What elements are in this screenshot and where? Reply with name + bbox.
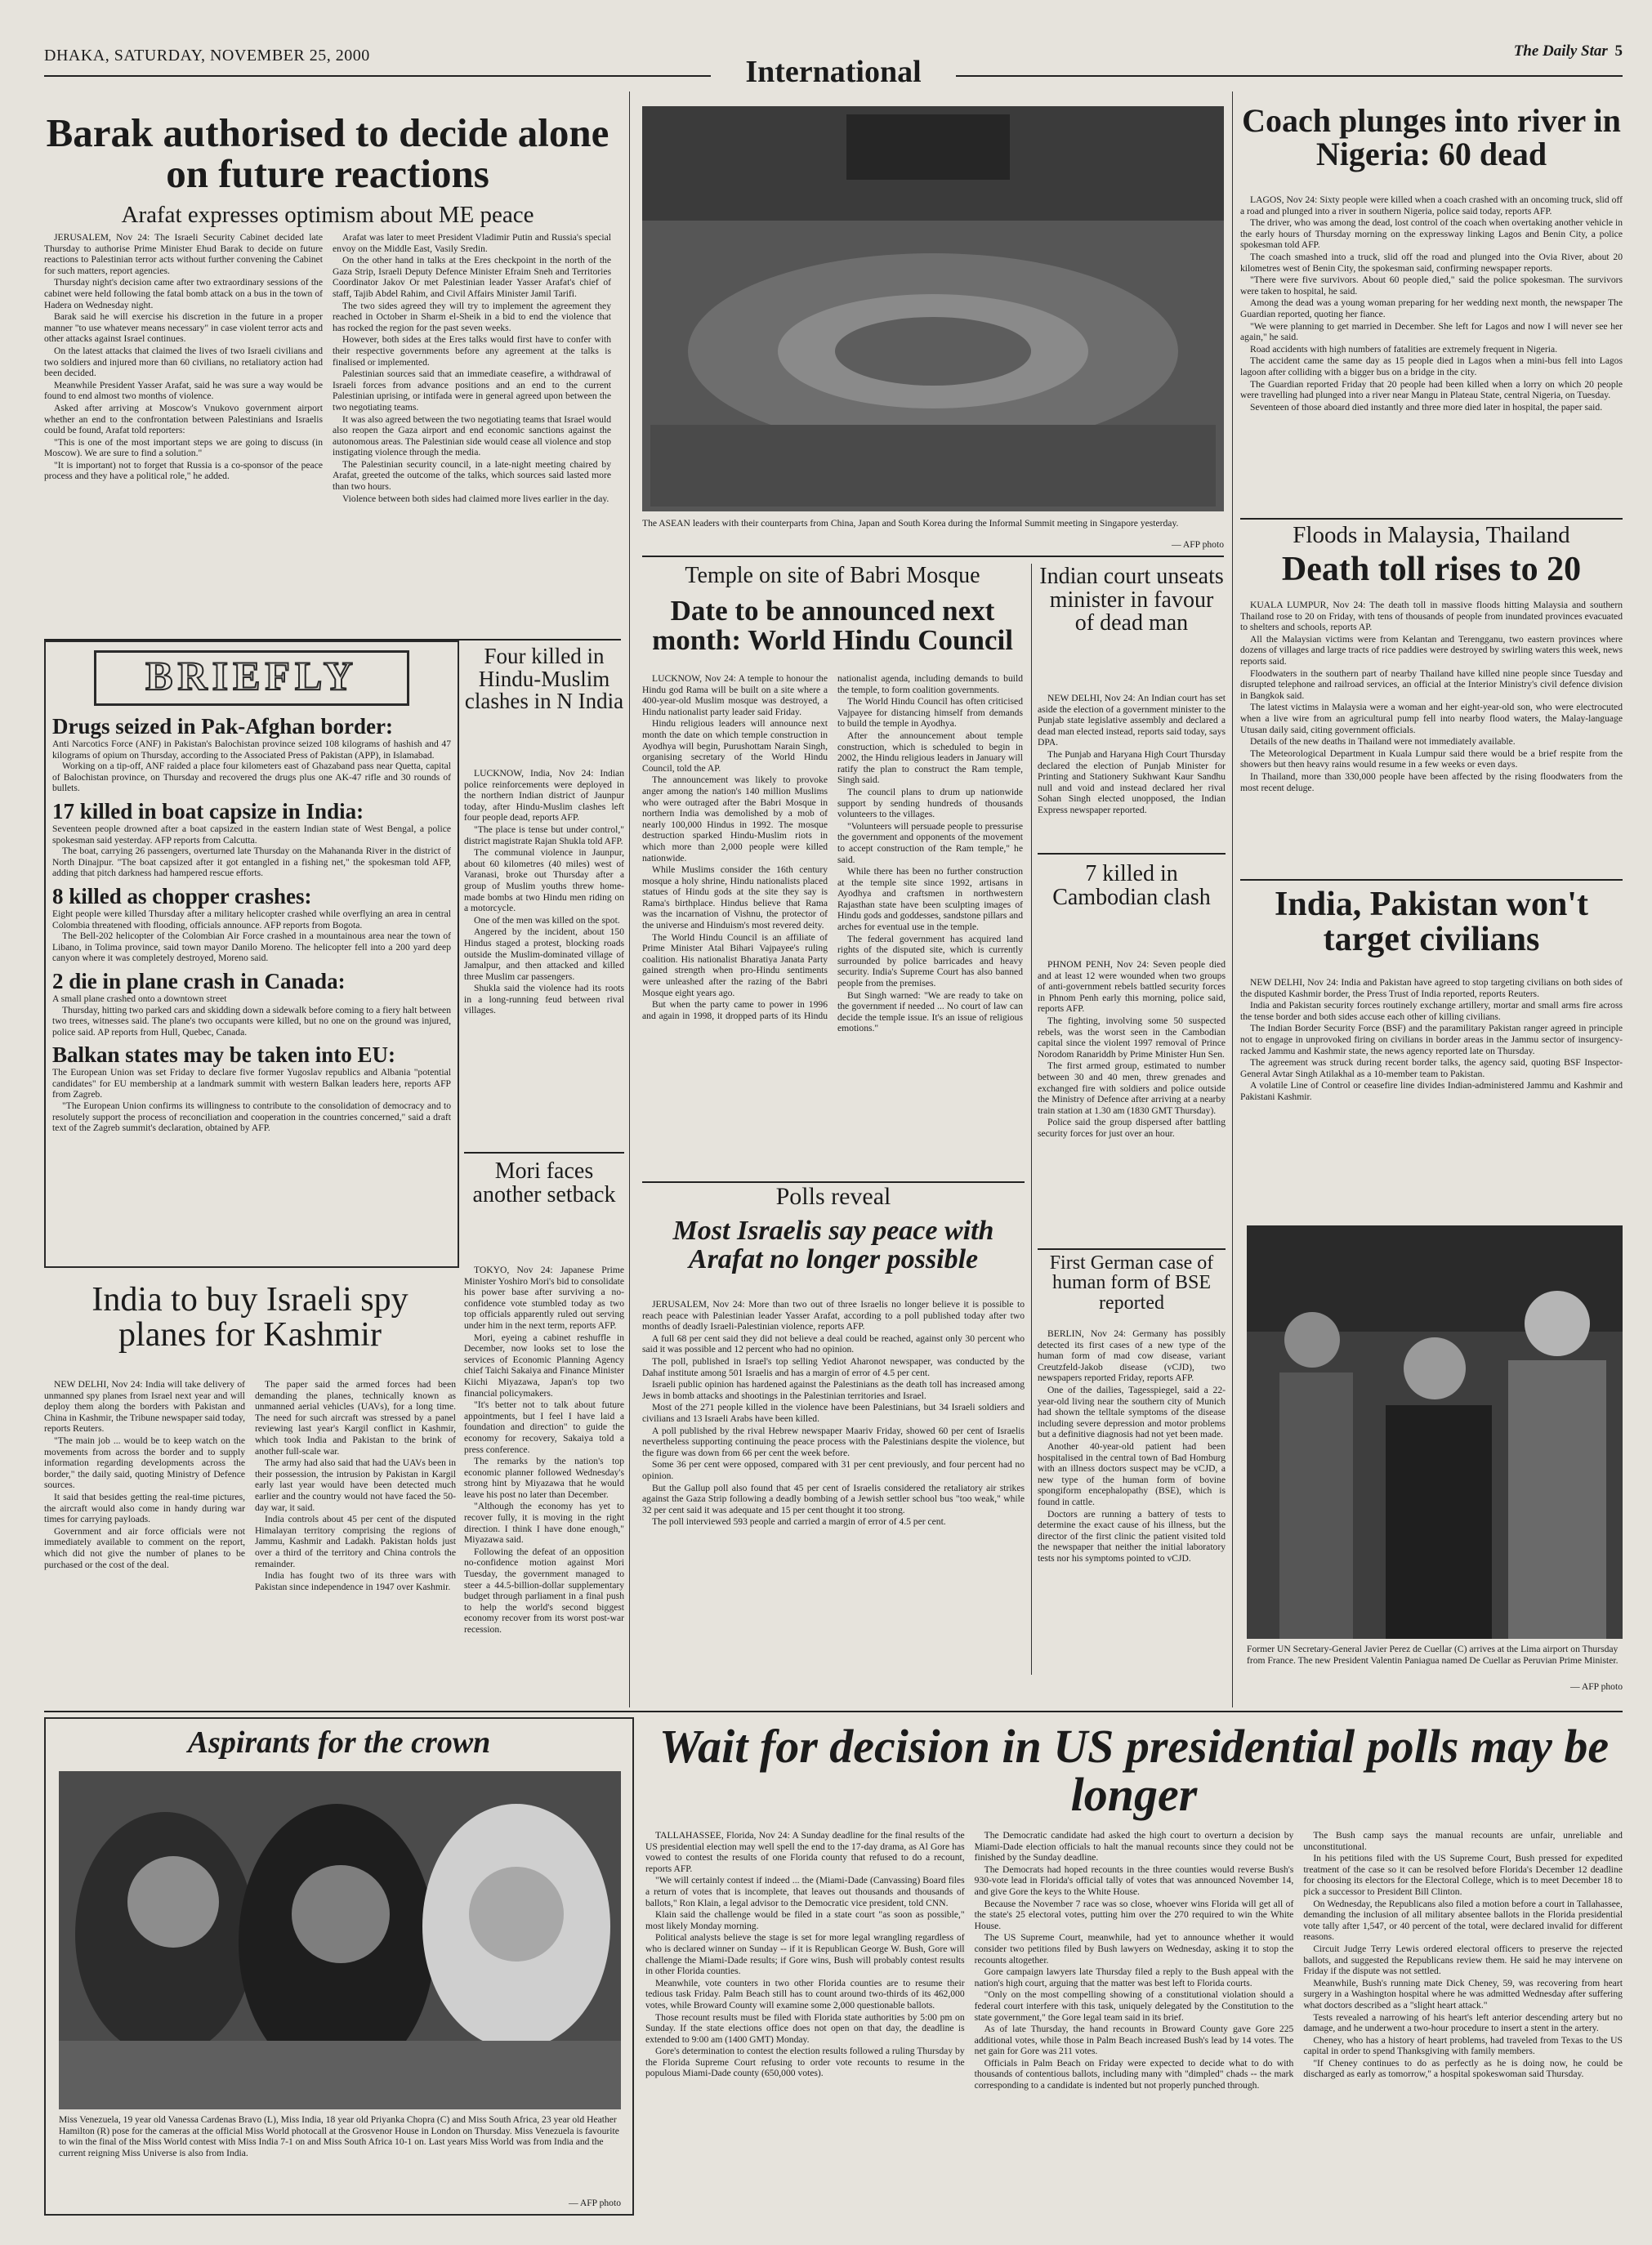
pakistan-headline: India, Pakistan won't target civilians xyxy=(1275,887,1588,958)
paragraph: Another 40-year-old patient had been hospitalised in the central town of Bad Homburg with an illness doctors suspect may be vCJD, a new type of the human form of bovine spongiform encephalopathy (BSE), which is found in cattle. xyxy=(1038,1440,1226,1507)
section-rule xyxy=(1240,518,1623,520)
brief-item xyxy=(52,969,451,1038)
bse-body xyxy=(1038,1328,1226,1706)
paragraph: Arafat was later to meet President Vladimir Putin and Russia's special envoy on the Middle East, Vasily Sredin. xyxy=(333,232,611,254)
paragraph: One of the men was killed on the spot. xyxy=(474,914,620,926)
paragraph: Shukla said the violence had its roots in a long-running feud between rival villages. xyxy=(464,983,624,1016)
paragraph: Working on a tip-off, ANF raided a place four kilometers east of Ghazaband pass near Quetta, capital of Balochistan province, on Thursday and recovered the drugs plus one AK-47 rifle and 30 rounds of bullets. xyxy=(52,761,451,794)
paragraph: The first armed group, estimated to number between 30 and 40 men, threw grenades and exchanged fire with soldiers and police outside the Ministry of Defence after arriving at a nearby train station at 1.30 am (1830 GMT Thursday). xyxy=(1038,1060,1226,1116)
mori-headline: Mori faces another setback xyxy=(472,1160,616,1207)
paragraph: But when the party came to power in 1996 and again in 1998, it dropped parts of its Hindu nationalist agenda, including demands to build the temple, to form coalition governments. xyxy=(642,673,1023,1021)
paragraph: NEW DELHI, Nov 24: India will take delivery of unmanned spy planes from Israel next year and will deploy them along the borders with Pakistan and China in Kashmir, the Tribune newspaper said today, reports Reuters. xyxy=(44,1379,245,1435)
paragraph: The accident came the same day as 15 people died in Lagos when a mini-bus fell into Lagos lagoon after colliding with a bigger bus on a bridge in the city. xyxy=(1240,355,1623,377)
brief-lead: Seventeen people drowned after a boat capsized in the eastern Indian state of West Bengal, a police spokesman said yesterday. AFP reports from Calcutta. xyxy=(52,823,451,846)
brief-lead: Anti Narcotics Force (ANF) in Pakistan's Balochistan province seized 108 kilograms of hashish and 47 kilograms of opium on Thursday, according to the Associated Press of Pakistan (APP), in Islamabad. xyxy=(52,739,451,761)
paragraph: As of late Thursday, the hand recounts in Broward County gave Gore 225 additional votes, while those in Palm Beach increased Bush's lead by 14 votes. The net gain for Gore was 211 votes. xyxy=(974,2024,1294,2057)
paragraph: TOKYO, Nov 24: Japanese Prime Minister Yoshiro Mori's bid to consolidate his power base after surviving a no-confidence vote stumbled today as two top officials apparently ruled out serving under him in the next term, reports AFP. xyxy=(464,1265,624,1331)
paragraph: The fighting, involving some 50 suspected rebels, was the worst seen in the Cambodian capital since the violent 1997 removal of Prince Norodom Ranariddh by Prime Minister Hun Sen. xyxy=(1038,1015,1226,1060)
paragraph: The coach smashed into a truck, slid off the road and plunged into the Ovia River, about 20 kilometres west of Benin City, the spokesman said, confirming newspaper reports. xyxy=(1240,251,1623,274)
babri-headline: Date to be announced next month: World Hindu Council xyxy=(652,596,1013,656)
paragraph: "Although the economy has yet to recover fully, it is moving in the right direction. I think I have done enough," Miyazawa said. xyxy=(464,1501,624,1546)
paragraph: India controls about 45 per cent of the disputed Himalayan territory comprising the regions of Jammu, Kashmir and Ladakh. Pakistan holds just over a third of the territory and China controls the remainder. xyxy=(255,1514,456,1569)
malaysia-kicker: Floods in Malaysia, Thailand xyxy=(1293,523,1570,548)
brief-lead: A small plane crashed onto a downtown street xyxy=(52,993,227,1004)
hindu-muslim-headline: Four killed in Hindu-Muslim clashes in N India xyxy=(464,645,624,714)
aspirants-image xyxy=(59,1771,621,2109)
us-body xyxy=(645,1830,1623,2219)
paragraph: The boat, carrying 26 passengers, overturned late Thursday on the Mahananda River in the district of North Dinajpur. "The boat capsized after it got entangled in a fishing net," the spokesman told AFP, adding that pitch darkness had hampered rescue efforts. xyxy=(52,846,451,879)
paragraph: The Bell-202 helicopter of the Colombian Air Force crashed in a mountainous area near the town of Libano, in Tolima province, said town mayor Danilo Moreno. The helicopter fell into a 200 yard deep canyon where it was completely destroyed, Moreno said. xyxy=(52,931,451,964)
brief-item xyxy=(52,799,451,879)
paragraph: Meanwhile President Yasser Arafat, said he was sure a way would be found to end almost two months of violence. xyxy=(44,379,323,402)
paragraph: It said that besides getting the real-time pictures, the aircraft would also come in handy during war times for carrying payloads. xyxy=(44,1491,245,1525)
paragraph: The latest victims in Malaysia were a woman and her eight-year-old son, who were electrocuted when a live wire from an agricultural pump fell into nearby flood waters, the Malay-language Utusan daily said, citing government officials. xyxy=(1240,702,1623,735)
aspirants-photo xyxy=(59,1771,621,2109)
paragraph: Cheney, who has a history of heart problems, had traveled from Texas to the US capital in order to spend Thanksgiving with family members. xyxy=(1303,2034,1623,2057)
paragraph: Doctors are running a battery of tests to determine the exact cause of his illness, but the director of the first clinic the patient visited told the newspaper that neither the initial laboratory tests nor his symptoms pointed to vCJD. xyxy=(1038,1508,1226,1564)
section-rule xyxy=(1240,879,1623,881)
bse-headline: First German case of human form of BSE reported xyxy=(1049,1253,1214,1314)
masthead-rule-left xyxy=(44,75,711,77)
paper-title: The Daily Star xyxy=(1513,42,1608,60)
brief-title: Drugs seized in Pak-Afghan border: xyxy=(52,714,393,739)
paragraph: The Bush camp says the manual recounts are unfair, unreliable and unconstitutional. xyxy=(1303,1830,1623,1852)
paragraph: The council plans to drum up nationwide support by sending hundreds of thousands volunteers to the villages. xyxy=(837,786,1023,820)
column-rule xyxy=(629,91,630,1707)
paragraph: In his petitions filed with the US Supreme Court, Bush pressed for expedited treatment of the case so it can be resolved before Florida's December 12 deadline for choosing its electors for the Electoral College, which is to meet December 18 to pick a successor to President Bill Clinton. xyxy=(1303,1853,1623,1897)
section-rule xyxy=(44,1711,1623,1712)
section-title: International xyxy=(745,55,922,89)
paragraph: The paper said the armed forces had been demanding the planes, technically known as unmanned aerial vehicles (UAVs), for a long time. The need for such aircraft was stressed by a panel reviewing last year's Kargil conflict in Kashmir, which took India and Pakistan to the brink of another full-scale war. xyxy=(255,1379,456,1457)
paragraph: "The European Union confirms its willingness to contribute to the consolidation of democracy and to resolutely support the process of reconciliation and cooperation in the countries concerned," said a draft text of the Zagreb summit's declaration, obtained by AFP. xyxy=(52,1100,451,1134)
paragraph: India has fought two of its three wars with Pakistan since independence in 1947 over Kashmir. xyxy=(255,1570,456,1592)
paragraph: One of the dailies, Tagesspiegel, said a 22-year-old living near the southern city of Munich had shown the telltale symptoms of the disease including severe depression and motor problems but a definitive diagnosis had not yet been made. xyxy=(1038,1384,1226,1440)
cuellar-photo xyxy=(1247,1225,1623,1639)
cuellar-image xyxy=(1247,1225,1623,1639)
paragraph: After the announcement about temple construction, which is scheduled to begin in 2002, the Hindu religious leaders in January will ratify the plan to construct the Ram temple, Singh said. xyxy=(837,730,1023,786)
malaysia-body xyxy=(1240,600,1623,877)
polls-kicker: Polls reveal xyxy=(775,1183,891,1210)
paragraph: JERUSALEM, Nov 24: The Israeli Security Cabinet decided late Thursday to authorise Prime Minister Ehud Barak to decide on future reactions to Palestinian terror acts without further convening the Cabinet for such matters, report agencies. xyxy=(44,232,323,276)
paragraph: A volatile Line of Control or ceasefire line divides Indian-administered Jammu and Kashmir and Pakistani Kashmir. xyxy=(1240,1080,1623,1102)
paragraph: PHNOM PENH, Nov 24: Seven people died and at least 12 were wounded when two groups of anti-government rebels battled security forces in Phnom Penh early this morning, police said, reports AFP. xyxy=(1038,959,1226,1015)
spy-body xyxy=(44,1379,456,1709)
paragraph: LAGOS, Nov 24: Sixty people were killed when a coach crashed with an oncoming truck, slid off a road and plunged into a river in southern Nigeria, police said today, reports AFP. xyxy=(1240,194,1623,216)
paragraph: "Volunteers will persuade people to pressurise the government and opponents of the movement to accept construction of the Ram temple," he said. xyxy=(837,820,1023,865)
brief-lead: The European Union was set Friday to declare five former Yugoslav republics and Albania "potential candidates" for EU membership at a landmark summit with western Balkan leaders here, reports AFP from Zagreb. xyxy=(52,1067,451,1100)
cambodia-body xyxy=(1038,959,1226,1248)
briefly-banner xyxy=(94,650,409,706)
paragraph: Gore's determination to contest the election results followed a ruling Thursday by the Florida Supreme Court refusing to order vote recounts to resume in the populous Miami-Dade county (650,000 votes). xyxy=(645,2046,965,2079)
paragraph: The two sides agreed they will try to implement the agreement they reached in October in Sharm el-Sheik in a bid to end the violence that has rocked the region for the past seven weeks. xyxy=(333,300,611,333)
aspirants-caption: Miss Venezuela, 19 year old Vanessa Cardenas Bravo (L), Miss India, 18 year old Priyanka Chopra (C) and Miss South Africa, 23 year old Heather Hamilton (R) pose for the cameras at the official Miss World photocall at the Grosvenor House in London on Thursday. Miss Venezuela is favourite to win the final of the Miss World contest with Miss India 7-1 on and Miss South Africa 10-1 on. Last years Miss World was from India and the current reigning Miss Universe is also from India. xyxy=(59,2114,619,2158)
asean-credit: — AFP photo xyxy=(1172,539,1224,550)
paragraph: Mori, eyeing a cabinet reshuffle in December, now looks set to lose the services of Economic Planning Agency chief Taichi Sakaiya and Finance Minister Kiichi Miyazawa, Japan's top two financial policymakers. xyxy=(464,1332,624,1399)
paragraph: While there has been no further construction at the temple site since 1992, artisans in Ayodhya and craftsmen in northwestern Rajasthan state have been sculpting images of Hindu gods and goddesses, sandstone pillars and arches for eventual use in the temple. xyxy=(837,866,1023,933)
paragraph: Seventeen of those aboard died instantly and three more died later in hospital, the paper said. xyxy=(1250,401,1603,413)
paragraph: "It is important) not to forget that Russia is a co-sponsor of the peace process and they have a political role," he added. xyxy=(44,459,323,482)
brief-title: Balkan states may be taken into EU: xyxy=(52,1042,396,1068)
brief-title: 2 die in plane crash in Canada: xyxy=(52,968,346,993)
briefly-title: BRIEFLY xyxy=(145,653,358,698)
paragraph: Officials in Palm Beach on Friday were expected to decide what to do with thousands of contentious ballots, including many with "dimpled" chads -- the mark corresponding to a candidate is indented but not properly punched through. xyxy=(974,2057,1294,2091)
paragraph: The army had also said that had the UAVs been in their possession, the intrusion by Pakistan in Kargil early last year would have been detected much earlier and the country would not have faced the 50-day war, it said. xyxy=(255,1457,456,1513)
paragraph: Israeli public opinion has hardened against the Palestinians as the death toll has increased among Jews in bomb attacks and shootings in the Palestinian territories and Israel. xyxy=(642,1379,1025,1401)
paragraph: "If Cheney continues to do as perfectly as he is doing now, he could be discharged as early as tomorrow," a hospital spokeswoman said Thursday. xyxy=(1303,2057,1623,2080)
paragraph: "We will certainly contest if indeed ... the (Miami-Dade (Canvassing) Board files a return of votes that is incomplete, that leaves out thousands and thousands of ballots," Ron Klain, a legal advisor to the Democratic vice president, told CNN. xyxy=(645,1875,965,1908)
polls-headline: Most Israelis say peace with Arafat no longer possible xyxy=(672,1217,994,1274)
paragraph: Police said the group dispersed after battling security forces for just over an hour. xyxy=(1038,1117,1226,1139)
paragraph: Some 36 per cent were opposed, compared with 31 per cent previously, and four percent had no opinion. xyxy=(642,1459,1025,1481)
paragraph: Those recount results must be filed with Florida state authorities by 5:00 pm on Sunday. If the state elections office does not open on that day, the deadline is extended to 9:00 am (1400 GMT) Monday. xyxy=(645,2011,965,2045)
paragraph: "The place is tense but under control," district magistrate Rajan Shukla told AFP. xyxy=(464,823,624,846)
paragraph: The agreement was struck during recent border talks, the agency said, quoting BSF Inspector-General Avtar Singh Atilakhal as a 10-member team to Pakistan. xyxy=(1240,1057,1623,1079)
briefly-box xyxy=(44,640,459,1268)
paragraph: Political analysts believe the stage is set for more legal wrangling regardless of who is declared winner on Sunday -- if it is Republican George W. Bush, Gore will challenge the Miami-Dade results; if Gore wins, Bush will probably contest results in other Florida counties. xyxy=(645,1932,965,1977)
aspirants-credit: — AFP photo xyxy=(569,2198,621,2208)
paragraph: On the latest attacks that claimed the lives of two Israeli civilians and two soldiers and injured more than 60 civilians, no retaliatory action had been decided. xyxy=(44,345,323,379)
paragraph: Because the November 7 race was so close, whoever wins Florida will get all of the state's 25 electoral votes, putting him over the 270 required to win the White House. xyxy=(974,1898,1294,1931)
paragraph: BERLIN, Nov 24: Germany has possibly detected its first cases of a new type of the human form of mad cow disease, variant Creutzfeld-Jakob disease (vCJD), two newspapers reported Friday, reports AFP. xyxy=(1038,1328,1226,1384)
barak-headline: Barak authorised to decide alone on future reactions xyxy=(46,113,609,196)
pakistan-body xyxy=(1240,977,1623,1219)
paragraph: On the other hand in talks at the Eres checkpoint in the north of the Gaza Strip, Israeli Deputy Defence Minister Efraim Sneh and Territories Coordinator Jakov Or met Palestinian leader Yasser Arafat's chief of staff, Tajib Abdel Rahim, and Civil Affairs Minister Jamil Tarifi. xyxy=(333,255,611,299)
paragraph: While Muslims consider the 16th century mosque a holy shrine, Hindu nationalists placed statues of Hindu gods at the site they say is Rama's birthplace. Hindus believe that Rama was the incarnation of Vishnu, the protector of the universe and Hinduism's most revered deity. xyxy=(642,864,828,931)
brief-title: 8 killed as chopper crashes: xyxy=(52,883,312,908)
spy-headline: India to buy Israeli spy planes for Kashmir xyxy=(92,1283,409,1354)
paragraph: Government and air force officials were not immediately available to comment on the report, which did not give the number of planes to be purchased or the cost of the deal. xyxy=(44,1525,245,1570)
babri-body xyxy=(642,673,1023,1204)
paragraph: The Indian Border Security Force (BSF) and the paramilitary Pakistan ranger agreed in principle not to engage in unprovoked firing on civilians in border areas in the Jammu sector of insurgency-racked Jammu and Kashmir state, the news agency reported late on Thursday. xyxy=(1240,1023,1623,1056)
babri-kicker: Temple on site of Babri Mosque xyxy=(685,564,980,588)
brief-item xyxy=(52,714,451,794)
section-rule xyxy=(464,1152,624,1154)
nigeria-body xyxy=(1240,194,1623,515)
paragraph: The poll, published in Israel's top selling Yediot Aharonot newspaper, was conducted by the Dahaf institute among 501 Israelis and has a margin of error of 4.5 per cent. xyxy=(642,1355,1025,1378)
paragraph: All the Malaysian victims were from Kelantan and Terengganu, two eastern provinces where dozens of villages and large tracts of rice paddies were destroyed by swirling waters this week, news reports said. xyxy=(1240,633,1623,667)
mori-body xyxy=(464,1265,624,1707)
paragraph: Among the dead was a young woman preparing for her wedding next month, the newspaper The Guardian reported, quoting her fiance. xyxy=(1240,297,1623,319)
paragraph: Most of the 271 people killed in the violence have been Palestinians, but 34 Israeli soldiers and civilians and 13 Israeli Arabs have been killed. xyxy=(642,1402,1025,1424)
aspirants-box xyxy=(44,1717,634,2216)
paragraph: Details of the new deaths in Thailand were not immediately available. xyxy=(1250,736,1516,748)
paragraph: Meanwhile, vote counters in two other Florida counties are to resume their tedious task Friday. Palm Beach still has to count around two-thirds of its 462,000 votes, while Broward County will examine some 2,000 questionable ballots. xyxy=(645,1977,965,2011)
paragraph: It was also agreed between the two negotiating teams that Israel would also reopen the Gaza airport and end economic sanctions against the autonomous areas. The Palestinian side would cease all violence and stop instigating violence through the media. xyxy=(333,413,611,458)
paragraph: TALLAHASSEE, Florida, Nov 24: A Sunday deadline for the final results of the US presidential election may well spell the end to the 17-day drama, as Al Gore has vowed to contest the results of one Florida county that refused to do a recount, reports AFP. xyxy=(645,1830,965,1874)
nigeria-headline: Coach plunges into river in Nigeria: 60 dead xyxy=(1242,105,1621,172)
cambodia-headline: 7 killed in Cambodian clash xyxy=(1052,863,1211,910)
malaysia-headline: Death toll rises to 20 xyxy=(1281,552,1582,588)
cuellar-credit: — AFP photo xyxy=(1570,1681,1623,1692)
paragraph: The Democratic candidate had asked the high court to overturn a decision by Miami-Dade election officials to halt the manual recounts since they could not be finished by the Sunday deadline. xyxy=(974,1830,1294,1863)
paragraph: The World Hindu Council is an affiliate of Prime Minister Atal Bihari Vajpayee's ruling coalition. His nationalist Bharatiya Janata Party gained strength when pro-Hindu sentiments were unleashed after the razing of the Babri Mosque eight years ago. xyxy=(642,931,828,998)
court-headline: Indian court unseats minister in favour of dead man xyxy=(1039,565,1224,636)
paragraph: Thursday, hitting two parked cars and skidding down a sidewalk before coming to a fiery halt between two trees, witnesses said. The plane's two occupants were killed, but no one on the ground was injured, police said. AP reports from Hull, Quebec, Canada. xyxy=(52,1004,451,1038)
paragraph: "There were five survivors. About 60 people died," said the police spokesman. The survivors were taken to hospital, he said. xyxy=(1240,274,1623,297)
paragraph: India and Pakistan security forces routinely exchange artillery, mortar and small arms fire across the tense border and both sides accuse each other of killing civilians. xyxy=(1240,1000,1623,1022)
paragraph: Asked after arriving at Moscow's Vnukovo government airport whether an end to the confrontation between Palestinians and Israelis could be found, Arafat told reporters: xyxy=(44,402,323,436)
hindu-muslim-body xyxy=(464,768,624,1154)
paragraph: Hindu religious leaders will announce next month the date on which temple construction in Ayodhya will begin, Purushottam Narain Singh, organising secretary of the World Hindu Council, told the AP. xyxy=(642,718,828,774)
paragraph: "This is one of the most important steps we are going to discuss (in Moscow). We are sure to find a solution." xyxy=(44,436,323,459)
paragraph: Circuit Judge Terry Lewis ordered electoral officers to preserve the rejected ballots, and suggested the Republicans review them. He said he may intervene on Friday if the dispute was not settled. xyxy=(1303,1943,1623,1977)
aspirants-title: Aspirants for the crown xyxy=(187,1725,491,1760)
paragraph: "The main job ... would be to keep watch on the movements from across the border and to supply information regarding developments across the border," the daily said, quoting Ministry of Defence sources. xyxy=(44,1435,245,1491)
paragraph: A full 68 per cent said they did not believe a deal could be reached, against only 30 percent who said it was possible and 12 percent who had no opinion. xyxy=(642,1332,1025,1355)
paragraph: The Palestinian security council, in a late-night meeting chaired by Arafat, greeted the outcome of the talks, which sources said lasted more than two hours. xyxy=(333,458,611,493)
paragraph: Following the defeat of an opposition no-confidence motion against Mori Tuesday, the government managed to steer a 44.5-billion-dollar supplementary budget through parliament in a final push to help the world's second biggest economy recover from its worst post-war recession. xyxy=(464,1546,624,1635)
column-rule xyxy=(1232,91,1233,1707)
paragraph: LUCKNOW, India, Nov 24: Indian police reinforcements were deployed in the northern Indian district of Jaunpur today, after Hindu-Muslim clashes left four people dead, reports AFP. xyxy=(464,768,624,823)
paragraph: The Meteorological Department in Kuala Lumpur said there would be a brief respite from the showers but then heavy rains would resume in a few weeks or even days. xyxy=(1240,748,1623,770)
dateline: DHAKA, SATURDAY, NOVEMBER 25, 2000 xyxy=(44,47,370,65)
paragraph: The remarks by the nation's top economic planner followed Wednesday's strong hint by Miyazawa that he would leave his post no later than December. xyxy=(464,1456,624,1500)
paragraph: The federal government has acquired land rights of the disputed site, which is currently surrounded by police barricades and heavy security. India's Supreme Court has also banned people from the premises. xyxy=(837,933,1023,989)
cuellar-caption: Former UN Secretary-General Javier Perez de Cuellar (C) arrives at the Lima airport on Thursday from France. The new President Valentin Paniagua named De Cuellar as Peruvian Prime Minister. xyxy=(1247,1644,1619,1666)
paragraph: Klain said the challenge would be filed in a state court "as soon as possible," most likely Monday morning. xyxy=(645,1909,965,1931)
paragraph: Violence between both sides had claimed more lives earlier in the day. xyxy=(342,493,609,504)
paragraph: The Punjab and Haryana High Court Thursday declared the election of Punjab Minister for Printing and Stationery Sukhwant Kaur Sandhu null and void and instead declared her rival Sohan Singh elected unopposed, the Indian Express newspaper reported. xyxy=(1038,748,1226,815)
paragraph: A poll published by the rival Hebrew newspaper Maariv Friday, showed 60 per cent of Israelis nevertheless supporting continuing the peace process with the Palestinians despite the violence, but the figure was down from 66 per cent the week before. xyxy=(642,1425,1025,1458)
paragraph: The Guardian reported Friday that 20 people had been killed when a lorry on which 20 people were travelling had plunged into a river near Mangu in Plateau State, central Nigeria, on Tuesday. xyxy=(1240,378,1623,401)
paragraph: LUCKNOW, Nov 24: A temple to honour the Hindu god Rama will be built on a site where a 400-year-old Muslim mosque was destroyed, a Hindu nationalist party leader said Friday. xyxy=(642,673,828,717)
paragraph: The driver, who was among the dead, lost control of the coach when overtaking another vehicle in the early hours of Thursday morning on the expressway linking Lagos and Benin City, a police spokesman told AFP. xyxy=(1240,217,1623,251)
paragraph: However, both sides at the Eres talks would first have to confer with their respective governments before any agreement at the talks is finalised or implemented. xyxy=(333,334,611,368)
paragraph: Thursday night's decision came after two extraordinary sessions of the cabinet were held following the fatal bomb attack on a bus in the town of Hadera on Wednesday night. xyxy=(44,277,323,310)
paragraph: JERUSALEM, Nov 24: More than two out of three Israelis no longer believe it is possible to reach peace with Palestinian leader Yasser Arafat, according to a poll published today after two months of deadly Israeli-Palestinian violence, reports AFP. xyxy=(642,1299,1025,1332)
paragraph: But the Gallup poll also found that 45 per cent of Israelis considered the retaliatory air strikes against the Gaza Strip following a deadly bombing of a Jewish settler school bus "too weak," while 32 per cent said it was adequate and 15 per cent thought it too strong. xyxy=(642,1482,1025,1515)
paragraph: Palestinian sources said that an immediate ceasefire, a withdrawal of Israeli forces from advance positions and an end to the current Palestinian uprising, or intifada were in general agreed upon between the two negotiating teams. xyxy=(333,368,611,413)
barak-subhead: Arafat expresses optimism about ME peace xyxy=(121,203,534,228)
paragraph: Floodwaters in the southern part of nearby Thailand have killed nine people since Tuesday and disrupted telephone and railroad services, an official at the Interior Ministry's civil defence division in Bangkok said. xyxy=(1240,667,1623,701)
paragraph: "It's better not to talk about future appointments, but I feel I have laid a foundation and direction" to guide the economy for recovery, Sakaiya told a press conference. xyxy=(464,1399,624,1455)
paragraph: Road accidents with high numbers of fatalities are extremely frequent in Nigeria. xyxy=(1250,343,1558,355)
section-rule xyxy=(1038,853,1226,855)
brief-item xyxy=(52,1042,451,1134)
us-headline: Wait for decision in US presidential polls may be longer xyxy=(659,1722,1610,1822)
paragraph: The poll interviewed 593 people and carried a margin of error of 4.5 per cent. xyxy=(652,1516,946,1528)
paragraph: KUALA LUMPUR, Nov 24: The death toll in massive floods hitting Malaysia and southern Thailand rose to 20 on Friday, with tens of thousands of people from inundated provinces evacuated to shelters and schools, reports AP. xyxy=(1240,600,1623,633)
paragraph: Angered by the incident, about 150 Hindus staged a protest, blocking roads outside the Muslim-dominated village of Jamalpur, and then attacked and killed three Muslim car passengers. xyxy=(464,926,624,982)
paragraph: The Democrats had hoped recounts in the three counties would reverse Bush's 930-vote lead in Florida's official tally of votes that was announced November 14, and give Gore the keys to the White House. xyxy=(974,1863,1294,1897)
paragraph: The US Supreme Court, meanwhile, had yet to announce whether it would consider two petitions filed by Bush lawyers on Wednesday, asking it to stop the recounts altogether. xyxy=(974,1932,1294,1966)
section-rule xyxy=(642,556,1224,557)
polls-body xyxy=(642,1299,1025,1707)
paragraph: The communal violence in Jaunpur, about 60 kilometres (40 miles) west of Varanasi, broke out Thursday after a group of Muslim youths threw home-made bombs at two Hindu men riding on a motorcycle. xyxy=(464,847,624,914)
paragraph: Tests revealed a narrowing of his heart's left anterior descending artery but no damage, and he underwent a two-hour procedure to insert a stent in the artery. xyxy=(1303,2011,1623,2034)
brief-item xyxy=(52,884,451,964)
paragraph: On Wednesday, the Republicans also filed a motion before a court in Tallahassee, demanding the inclusion of all military absentee ballots in the Florida presidential vote tally after 1,547, or 40 percent of the total, were declared invalid for different reasons. xyxy=(1303,1898,1623,1943)
page-number: 5 xyxy=(1614,42,1623,60)
court-body xyxy=(1038,693,1226,856)
paragraph: Barak said he will exercise his discretion in the future in a proper manner "to use whatever means necessary" in case violent terror acts and other attacks against Israel continues. xyxy=(44,311,323,345)
paragraph: NEW DELHI, Nov 24: An Indian court has set aside the election of a government minister to the Punjab state legislative assembly and declared a dead man elected instead, reports said today, says DPA. xyxy=(1038,693,1226,748)
asean-summit-photo xyxy=(642,106,1224,511)
paragraph: The announcement was likely to provoke anger among the nation's 140 million Muslims who were outraged after the Babri Mosque in northern India was demolished by a mob of nearly 100,000 Hindus in 1992. The mosque destruction sparked Hindu-Muslim riots in which more than 2,000 people were killed nationwide. xyxy=(642,774,828,864)
column-rule xyxy=(1031,564,1032,1675)
brief-lead: Eight people were killed Thursday after a military helicopter crashed while overflying an area in central Colombia threatened with flooding, officials announce. AFP reports from Bogota. xyxy=(52,908,451,931)
paper-name xyxy=(1467,42,1623,67)
asean-summit-image xyxy=(642,106,1224,511)
paragraph: In Thailand, more than 330,000 people have been affected by the rising floodwaters from the most recent deluge. xyxy=(1240,770,1623,793)
paragraph: The World Hindu Council has often criticised Vajpayee for distancing himself from demands to build the temple in Ayodhya. xyxy=(837,696,1023,730)
paragraph: "Only on the most compelling showing of a constitutional violation should a federal court interfere with this task, uniquely delegated by the Constitution to the state government," the Gore legal team said in its brief. xyxy=(974,1989,1294,2023)
paragraph: Gore campaign lawyers late Thursday filed a reply to the Bush appeal with the nation's high court, arguing that the matter was best left to Florida courts. xyxy=(974,1966,1294,1988)
paragraph: Meanwhile, Bush's running mate Dick Cheney, 59, was recovering from heart surgery in a Washington hospital where he was admitted Wednesday after suffering what doctors described as a "slight heart attack." xyxy=(1303,1977,1623,2011)
section-rule xyxy=(1038,1248,1226,1250)
brief-title: 17 killed in boat capsize in India: xyxy=(52,798,364,823)
paragraph: "We were planning to get married in December. She left for Lagos and now I will never see her again," he said. xyxy=(1240,320,1623,343)
paragraph: But Singh warned: "We are ready to take on the government if needed ... No court of law can decide the temple issue. It's an issue of religious emotions." xyxy=(837,989,1023,1034)
masthead-rule-right xyxy=(956,75,1623,77)
asean-caption: The ASEAN leaders with their counterparts from China, Japan and South Korea during the Informal Summit meeting in Singapore yesterday. xyxy=(642,518,1179,529)
paragraph: NEW DELHI, Nov 24: India and Pakistan have agreed to stop targeting civilians on both sides of the disputed Kashmir border, the Press Trust of India reported, reports Reuters. xyxy=(1240,977,1623,999)
barak-body xyxy=(44,232,611,637)
